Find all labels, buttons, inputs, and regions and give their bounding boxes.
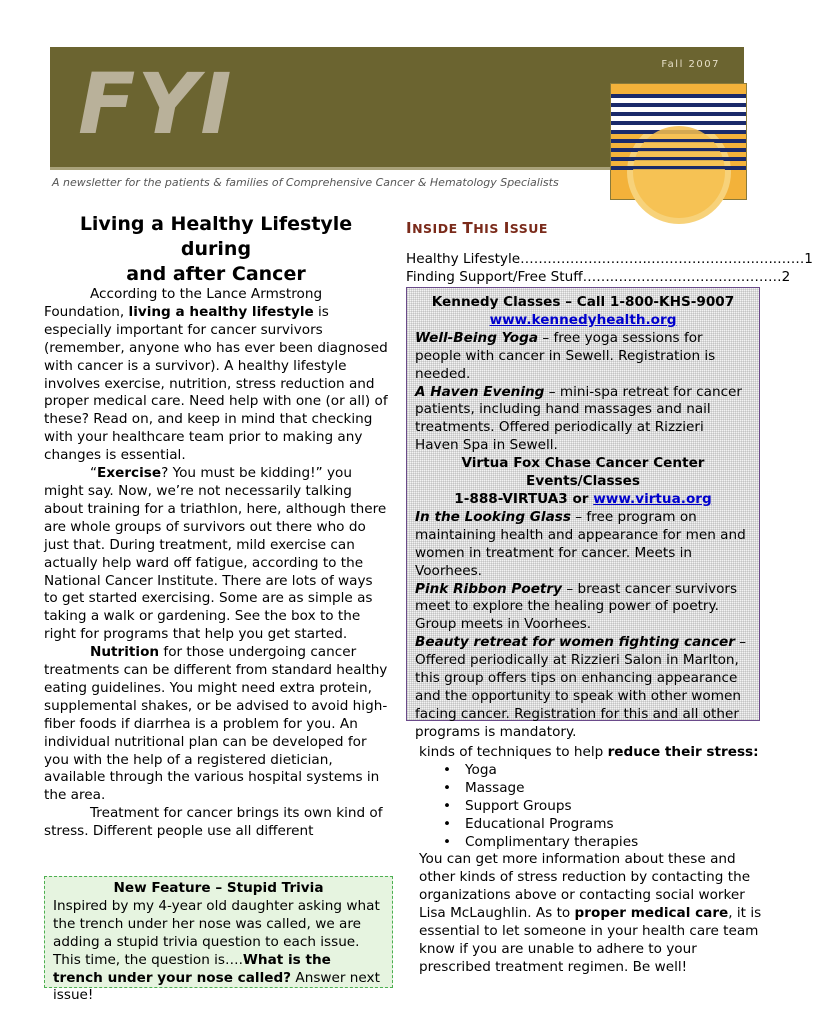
headline-line-1: Living a Healthy Lifestyle during bbox=[79, 213, 353, 260]
bold-span: Nutrition bbox=[90, 644, 160, 661]
list-item: • Complimentary therapies bbox=[465, 834, 769, 852]
virtua-contact bbox=[415, 491, 751, 509]
text-span: for those undergoing cancer treatments can be different from standard healthy eating guidelines. You might need extra protein, supplemental shakes, or be advised to avoid high-fiber foods if diarrhea is a problem for you. An individual nutritional plan can be developed for you with the help of a registered dietician, available through the various hospital systems in the area. bbox=[44, 644, 388, 804]
text-span: NSIDE bbox=[412, 221, 463, 236]
bold-span: proper medical care bbox=[574, 905, 729, 922]
trivia-box bbox=[44, 876, 393, 1004]
list-item: • Yoga bbox=[465, 762, 769, 780]
toc-item: Finding Support/Free Stuff……..………………………………2 bbox=[406, 269, 791, 285]
trivia-question: What is the trench under your nose called? bbox=[53, 951, 331, 986]
paragraph-stress: Treatment for cancer brings its own kind of stress. Different people use all different bbox=[44, 805, 383, 840]
paragraph-medical-care bbox=[419, 851, 769, 976]
event-text: – breast cancer survivors meet to explore the healing power of poetry. Group meets in Voorhees. bbox=[415, 580, 738, 633]
events-box bbox=[406, 287, 760, 740]
inside-this-issue-title bbox=[406, 219, 548, 237]
event-haven bbox=[415, 384, 751, 456]
headline-line-2: and after Cancer bbox=[126, 263, 306, 285]
text-span: ? You must be kidding!” you might say. Now, we’re not necessarily talking about training for a triathlon, here, although there are whole groups of survivors out there who do just that. During treatment, mild exercise can actually help ward off fatigue, according to the National Cancer Institute. There are lots of ways to get started exercising. Some are as simple as taking a walk or gardening. See the box to the right for programs that help you get started. bbox=[44, 465, 387, 643]
text-span: According to the Lance Armstrong Foundation, bbox=[44, 286, 323, 320]
text-span: is especially important for cancer survivors (remember, anyone who has ever been diagnosed with cancer is a survivor). A healthy lifestyle involves exercise, nutrition, stress reduction and proper medical care. Need help with one (or all) of these? Read on, and keep in mind that checking with your healthcare team prior to making any changes is essential. bbox=[44, 303, 388, 464]
tagline: A newsletter for the patients & families of Comprehensive Cancer & Hematology Specialists bbox=[52, 176, 559, 189]
virtua-header: Virtua Fox Chase Cancer Center Events/Classes bbox=[461, 455, 705, 490]
article-left-column bbox=[44, 286, 389, 841]
text-span: kinds of techniques to help bbox=[419, 744, 608, 760]
event-text: Offered periodically at Rizzieri Salon in Marlton, this group offers tips on enhancing appearance and the opportunity to speak with other women facing cancer. Registration for this and all other programs is mandatory. bbox=[415, 652, 741, 740]
event-text: – free program on maintaining health and appearance for men and women in treatment for cancer. Meets in Voorhees. bbox=[415, 508, 746, 579]
sunrise-logo-icon bbox=[610, 83, 747, 200]
kennedy-header: Kennedy Classes – Call 1-800-KHS-9007 bbox=[431, 294, 735, 310]
list-item: • Educational Programs bbox=[465, 816, 769, 834]
trivia-text bbox=[53, 898, 384, 1005]
table-of-contents bbox=[406, 250, 813, 286]
masthead-title: FYI bbox=[78, 55, 234, 153]
event-title: Pink Ribbon Poetry bbox=[415, 580, 562, 597]
event-text: – free yoga sessions for people with cancer in Sewell. Registration is needed. bbox=[415, 329, 716, 382]
kennedy-link[interactable]: www.kennedyhealth.org bbox=[489, 311, 677, 328]
event-looking-glass bbox=[415, 509, 751, 581]
event-title: Well-Being Yoga bbox=[415, 329, 539, 346]
event-poetry bbox=[415, 581, 751, 635]
text-span: T bbox=[462, 219, 474, 237]
text-span: SSUE bbox=[509, 221, 548, 236]
event-beauty-retreat bbox=[415, 634, 751, 741]
event-yoga bbox=[415, 330, 751, 384]
list-item: • Support Groups bbox=[465, 798, 769, 816]
bold-span: reduce their stress: bbox=[607, 744, 759, 760]
text-span: Answer next issue! bbox=[53, 969, 380, 1004]
event-text: – mini-spa retreat for cancer patients, including hand massages and nail treatments. Offered periodically at Rizzieri Haven Spa in Sewell. bbox=[415, 383, 742, 454]
text-span: , it is essential to let someone in your health care team know if you are unable to adhere to your prescribed treatment regimen. Be well! bbox=[419, 905, 762, 975]
event-title: Beauty retreat for women fighting cancer bbox=[415, 634, 735, 651]
text-span: You can get more information about these and other kinds of stress reduction by contacting the organizations above or contacting social worker Lisa McLaughlin. As to bbox=[419, 851, 751, 922]
text-span: I bbox=[406, 219, 413, 237]
paragraph-intro bbox=[44, 286, 389, 465]
toc-item: Healthy Lifestyle………………………..…………………..…..……1 bbox=[406, 251, 813, 267]
event-title: A Haven Evening bbox=[415, 383, 545, 400]
text-span: I bbox=[503, 219, 510, 237]
bold-span: Exercise bbox=[97, 465, 162, 482]
event-dash: – bbox=[734, 634, 747, 651]
virtua-link[interactable]: www.virtua.org bbox=[593, 490, 712, 507]
stress-intro bbox=[419, 744, 769, 762]
trivia-title: New Feature – Stupid Trivia bbox=[113, 880, 324, 896]
list-item: • Massage bbox=[465, 780, 769, 798]
stress-list bbox=[419, 762, 769, 852]
article-right-column bbox=[419, 744, 769, 977]
masthead-rule bbox=[50, 167, 610, 170]
kennedy-link-row bbox=[415, 312, 751, 330]
text-span: “ bbox=[90, 465, 98, 482]
event-title: In the Looking Glass bbox=[415, 508, 571, 525]
article-headline bbox=[44, 212, 388, 287]
paragraph-exercise bbox=[44, 465, 389, 644]
virtua-phone: 1-888-VIRTUA3 or bbox=[454, 490, 594, 507]
issue-season: Fall 2007 bbox=[661, 59, 720, 70]
text-span: HIS bbox=[473, 221, 504, 236]
text-span: Inspired by my 4-year old daughter asking what the trench under her nose was called, we are adding a stupid trivia question to each issue. This time, the question is…. bbox=[53, 897, 380, 968]
bold-span: living a healthy lifestyle bbox=[128, 303, 314, 320]
paragraph-nutrition bbox=[44, 644, 389, 805]
